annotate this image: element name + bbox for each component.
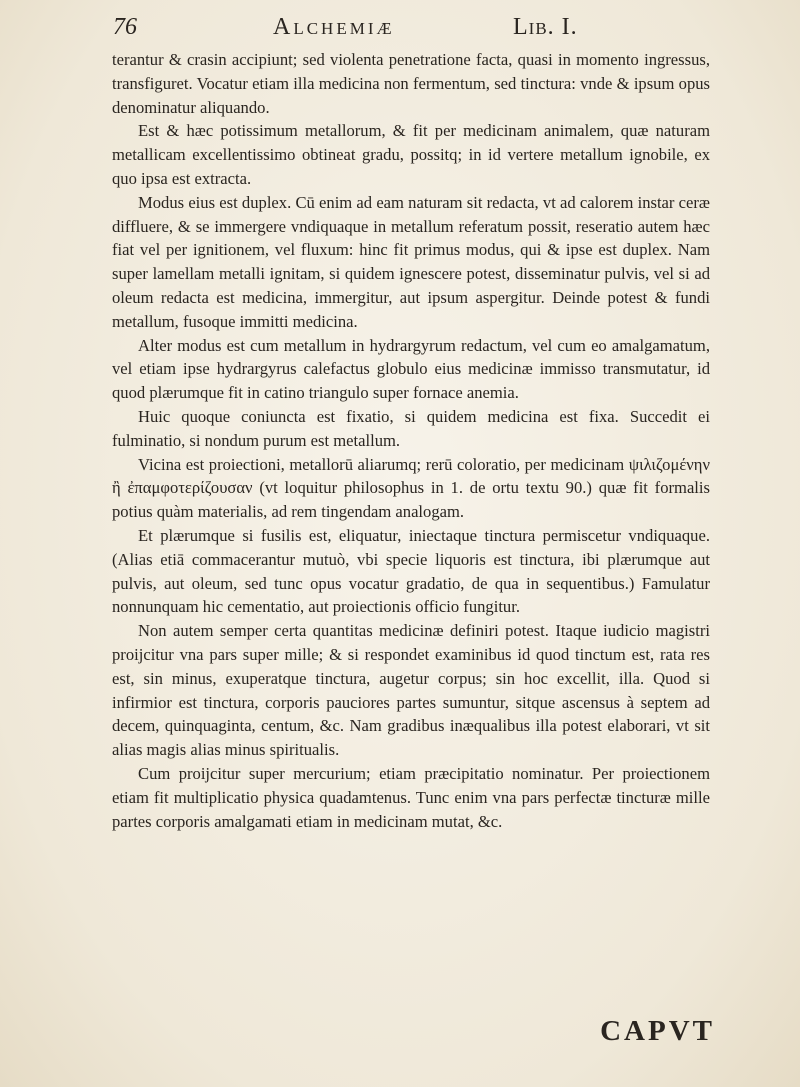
paragraph: Et plærumque si fusilis est, eliquatur, iniectaque tinctura permiscetur vndiquaque. (Alias etiā commacerantur mutuò, vbi specie liquoris est tinctura, ibi plærumque aut pulvis, aut oleum, sed tunc opus vocatur gradatio, de qua in sequentibus.) Famulatur nonnunquam hic cementatio, aut proiectionis officio fungitur.: [112, 525, 710, 617]
catchword: CAPVT: [600, 1015, 715, 1047]
paragraph: Non autem semper certa quantitas medicinæ definiri potest. Itaque iudicio magistri proijcitur vna pars super mille; & si respondet examinibus id quod tinctum est, rata res est, sin minus, exuperatque tinctura, augetur corpus; sin hoc excellit, illa. Quod si infirmior est tinctura, corporis pauciores partes sumuntur, sitque ascensus à septem ad decem, quinquaginta, centum, &c. Nam gradibus inæqualibus illa potest elaborari, vt sit alias magis alias minus spiritualis.: [112, 621, 710, 760]
page-number: 76: [113, 14, 137, 40]
paragraph: Huic quoque coniuncta est fixatio, si quidem medicina est fixa. Succedit ei fulminatio, si nondum purum est metallum.: [112, 406, 710, 450]
paragraph: Alter modus est cum metallum in hydrargyrum redactum, vel cum eo amalgamatum, vel etiam ipse hydrargyrus calefactus globulo eius medicinæ immisso transmutatur, id quod plærumque fit in catino triangulo super fornace anemia.: [112, 335, 710, 403]
body-text: [112, 48, 710, 833]
running-head: Alchemiæ: [273, 14, 395, 40]
paragraph: Est & hæc potissimum metallorum, & fit per medicinam animalem, quæ naturam metallicam excellentissimo obtineat gradu, possitq; in id vertere metallum ignobile, ex quo ipsa est extracta.: [112, 121, 710, 188]
paragraph: Vicina est proiectioni, metallorū aliarumq; rerū coloratio, per medicinam ψιλιζομένην ἢ ἐπαμφοτερίζουσαν (vt loquitur philosophus in 1. de ortu textu 90.) quæ fit formalis potius quàm materialis, ad rem tingendam analogam.: [112, 454, 710, 522]
paragraph: Modus eius est duplex. Cū enim ad eam naturam sit redacta, vt ad calorem instar ceræ diffluere, & se immergere vndiquaque in metallum referatum possit, reseratio autem hæc fiat vel per ignitionem, vel fluxum: hinc fit primus modus, qui & ipse est duplex. Nam super lamellam metalli ignitam, si quidem ignescere potest, disseminatur pulvis, vel si ad oleum redacta est medicina, immergitur, aut ipsum aspergitur. Deinde potest & fundi metallum, fusoque immitti medicina.: [112, 192, 710, 331]
paragraph: Cum proijcitur super mercurium; etiam præcipitatio nominatur. Per proiectionem etiam fit multiplicatio physica quadamtenus. Tunc enim vna pars perfectæ tincturæ mille partes corporis amalgamati etiam in medicinam mutat, &c.: [112, 763, 710, 831]
paragraph: terantur & crasin accipiunt; sed violenta penetratione facta, quasi in momento ingressus, transfiguret. Vocatur etiam illa medicina non fermentum, sed tinctura: vnde & ipsum opus denominatur aliquando.: [112, 50, 710, 117]
book-reference: Lib. I.: [513, 14, 578, 40]
page-header: [113, 14, 673, 48]
